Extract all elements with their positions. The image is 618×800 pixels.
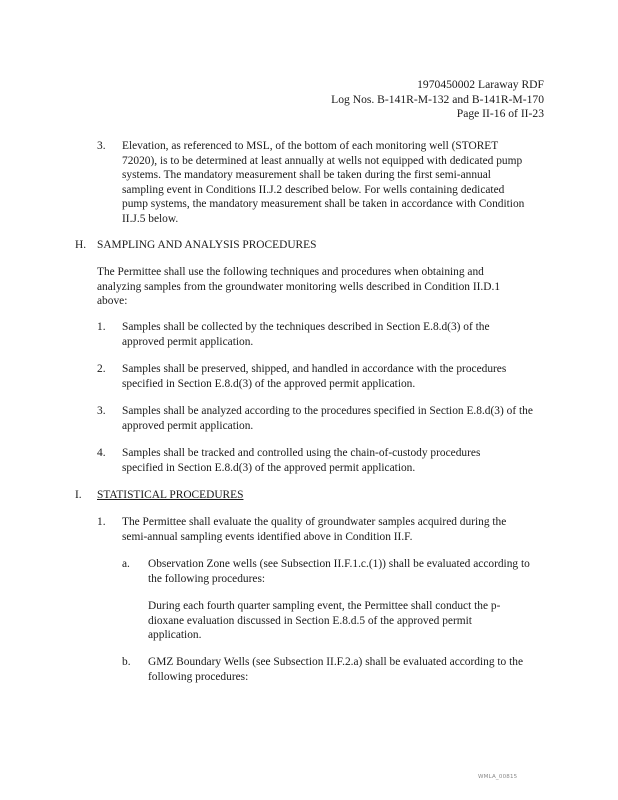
subitem-b-letter: b. [122, 656, 131, 668]
section-h-item-3-number: 3. [97, 405, 106, 417]
section-h-letter: H. [75, 239, 87, 251]
section-h-title: SAMPLING AND ANALYSIS PROCEDURES [97, 239, 317, 251]
section-h-item-1-text: Samples shall be collected by the techniques described in Section E.8.d(3) of the approved permit application. [122, 321, 490, 348]
subitem-b-text: GMZ Boundary Wells (see Subsection II.F.2.a) shall be evaluated according to the following procedures: [148, 656, 524, 683]
section-i-item-1-number: 1. [97, 516, 106, 528]
section-i-title: STATISTICAL PROCEDURES [97, 489, 244, 501]
section-h-item-4-text: Samples shall be tracked and controlled using the chain-of-custody procedures specified in Section E.8.d(3) of the approved permit application. [122, 447, 481, 474]
item-3-text: Elevation, as referenced to MSL, of the bottom of each monitoring well (STORET 72020), is to be determined at least annually at wells not equipped with dedicated pump systems. The mandatory measurement shall be taken during the first semi-annual sampling event in Conditions II.J.2 described below. For wells containing dedicated pump systems, the mandatory measurement shall be taken in accordance with Condition II.J.5 below. [122, 140, 525, 225]
section-i-item-1-text: The Permittee shall evaluate the quality of groundwater samples acquired during the semi-annual sampling events identified above in Condition II.F. [122, 516, 507, 543]
section-i-letter: I. [75, 489, 82, 501]
subitem-a-letter: a. [122, 558, 130, 570]
header-line-2: Log Nos. B-141R-M-132 and B-141R-M-170 [331, 93, 544, 106]
header-line-3: Page II-16 of II-23 [456, 107, 544, 120]
section-h-intro: The Permittee shall use the following techniques and procedures when obtaining and analyzing samples from the groundwater monitoring wells described in Condition II.D.1 above: [97, 266, 501, 308]
item-3-number: 3. [97, 140, 106, 152]
subitem-a-text: Observation Zone wells (see Subsection II.F.1.c.(1)) shall be evaluated according to the following procedures: [148, 558, 530, 585]
subitem-a-paragraph: During each fourth quarter sampling event, the Permittee shall conduct the p-dioxane evaluation discussed in Section E.8.d.5 of the approved permit application. [148, 600, 501, 642]
section-h-item-3-text: Samples shall be analyzed according to the procedures specified in Section E.8.d(3) of the approved permit application. [122, 405, 533, 432]
section-h-item-4-number: 4. [97, 447, 106, 459]
section-h-item-2-number: 2. [97, 363, 106, 375]
bates-stamp: WMLA_00815 [478, 774, 518, 780]
header-line-1: 1970450002 Laraway RDF [417, 78, 544, 91]
section-h-item-2-text: Samples shall be preserved, shipped, and handled in accordance with the procedures specified in Section E.8.d(3) of the approved permit application. [122, 363, 507, 390]
section-h-item-1-number: 1. [97, 321, 106, 333]
